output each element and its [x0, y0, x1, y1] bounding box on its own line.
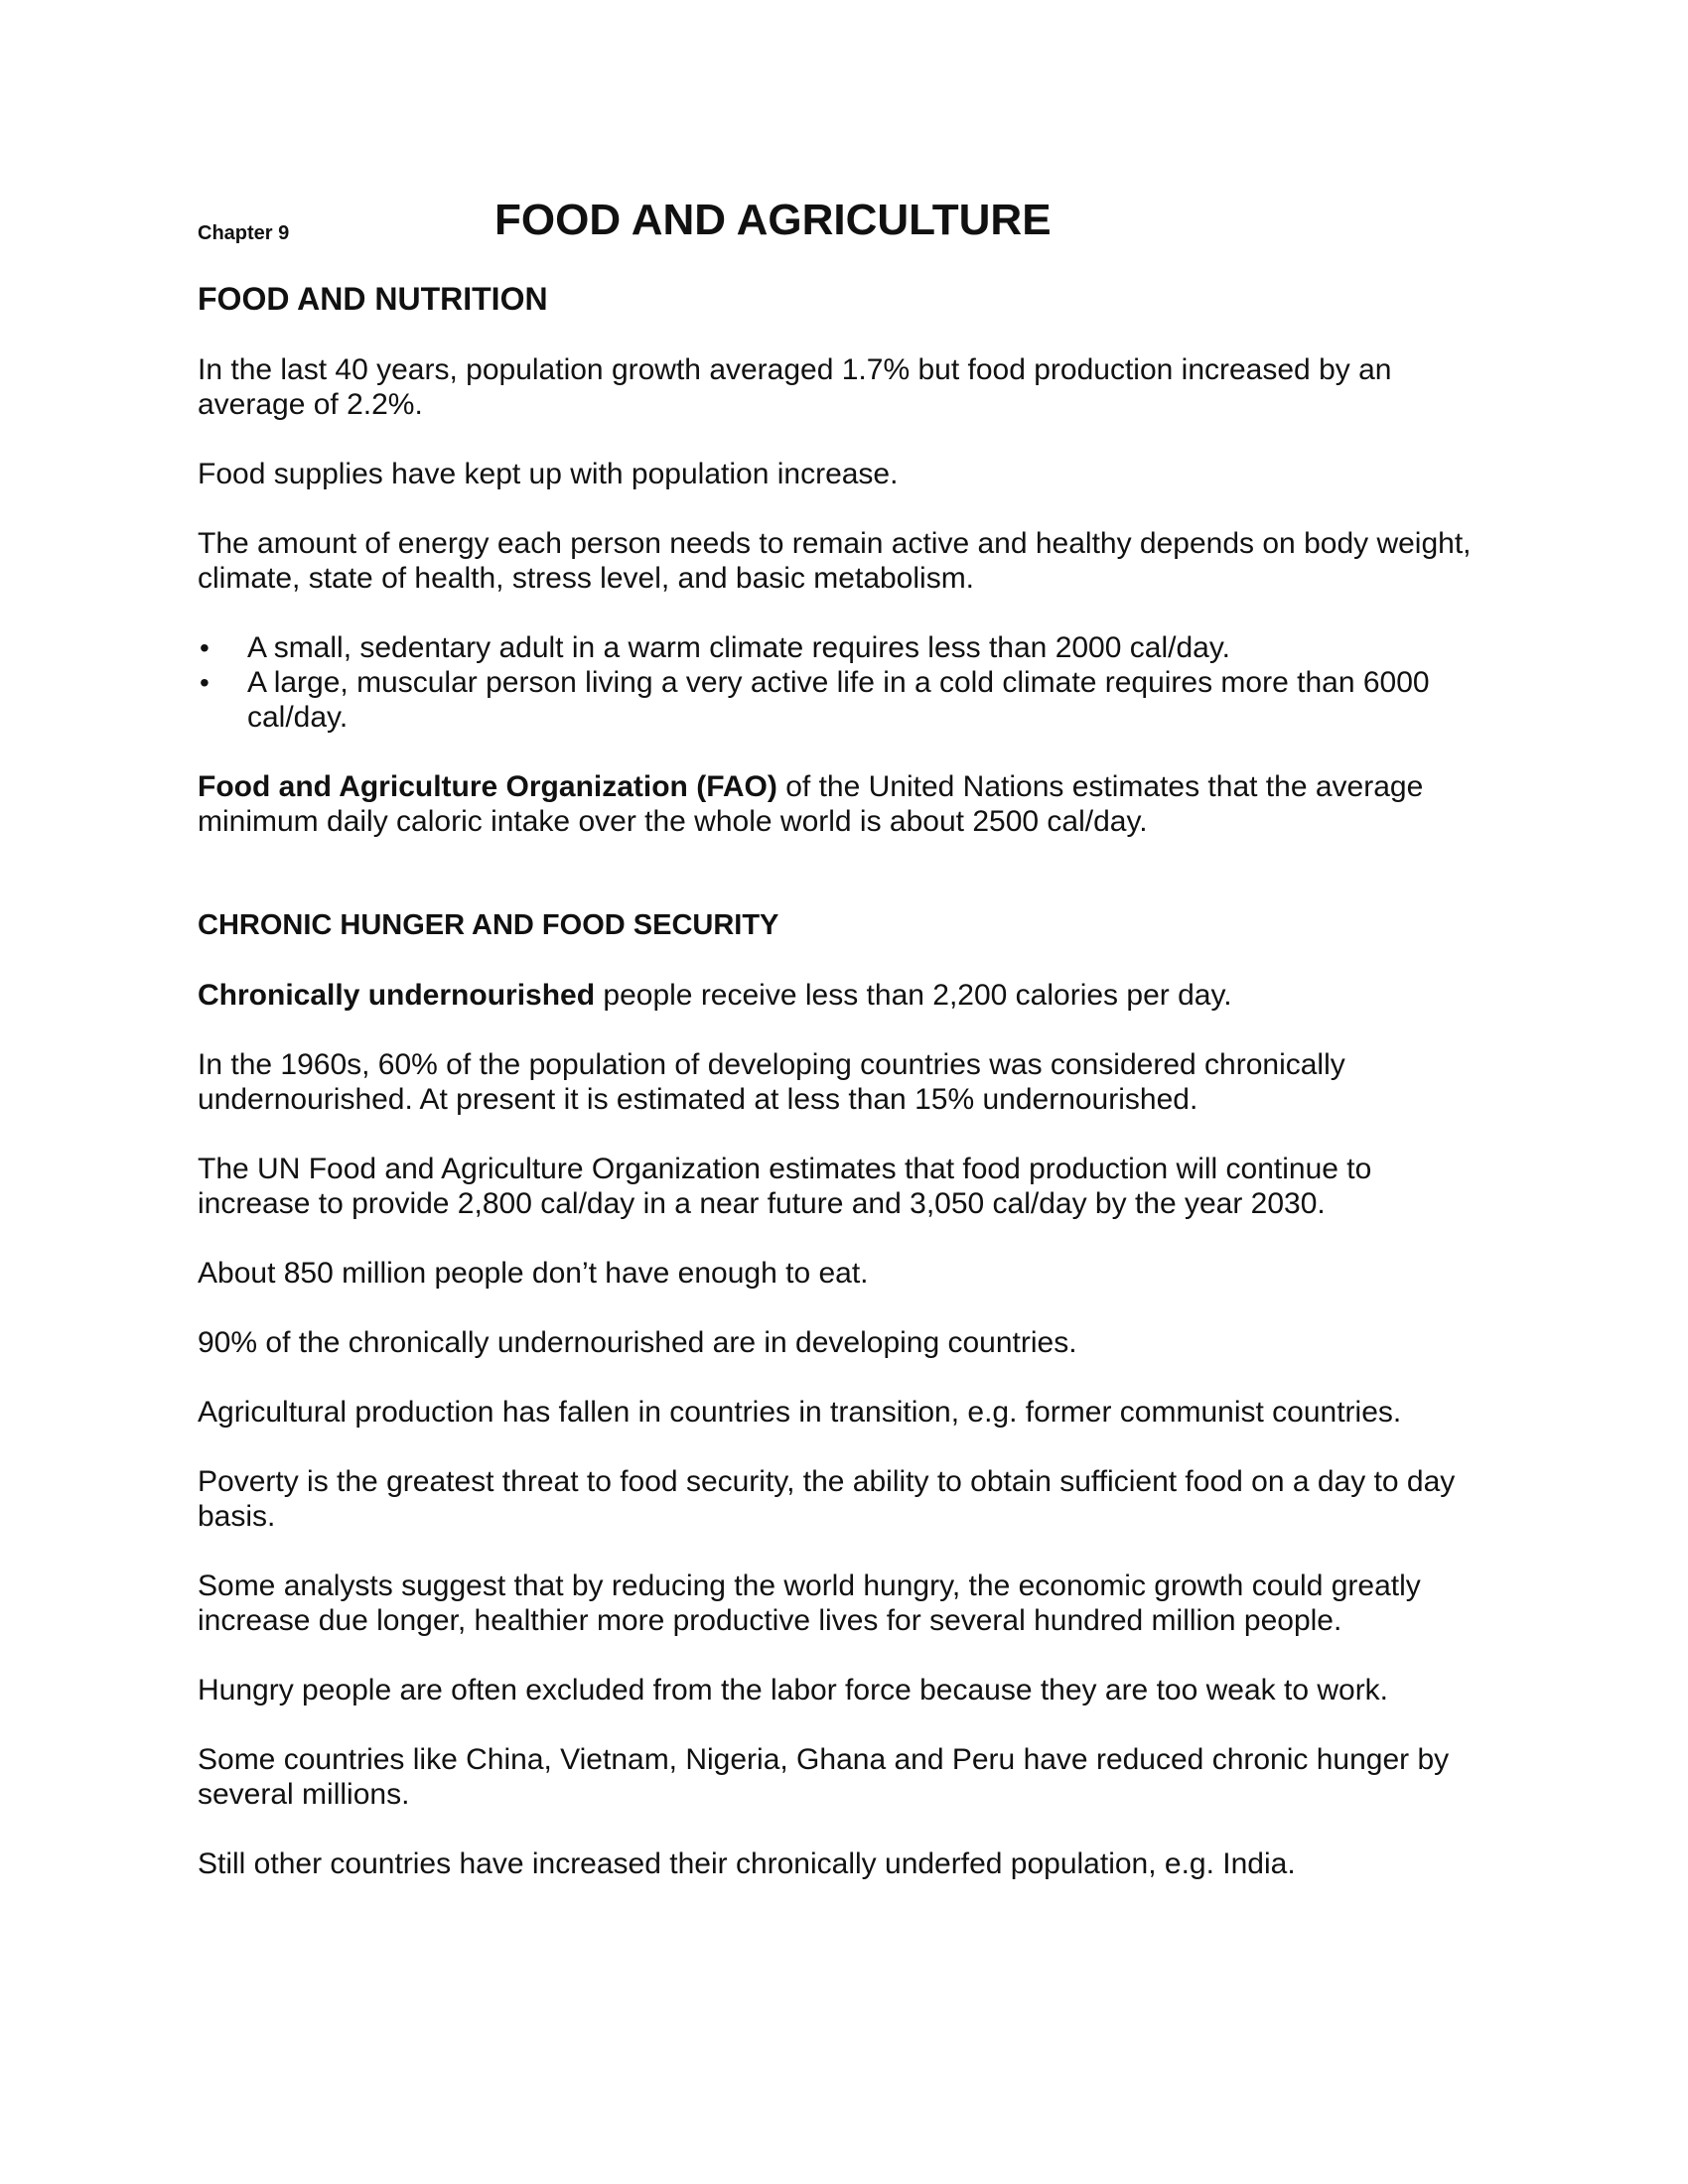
bullet-item	[198, 630, 1488, 665]
bullet-list-caloric-needs	[198, 630, 1488, 735]
undernourished-text: people receive less than 2,200 calories per day.	[595, 979, 1232, 1012]
paragraph-850-million: About 850 million people don’t have enough to eat.	[198, 1257, 869, 1290]
paragraph-increased-underfed: Still other countries have increased their chronically underfed population, e.g. India.	[198, 1847, 1296, 1880]
paragraph-energy-needs: The amount of energy each person needs to remain active and healthy depends on body weight, climate, state of health, stress level, and basic metabolism.	[198, 527, 1472, 595]
section-heading-food-nutrition: FOOD AND NUTRITION	[198, 281, 548, 317]
undernourished-term: Chronically undernourished	[198, 979, 596, 1012]
bullet-text: A small, sedentary adult in a warm climate requires less than 2000 cal/day.	[247, 631, 1230, 664]
fao-term: Food and Agriculture Organization (FAO)	[198, 770, 777, 803]
paragraph-population-growth: In the last 40 years, population growth averaged 1.7% but food production increased by an average of 2.2%.	[198, 353, 1392, 421]
paragraph-labor-force: Hungry people are often excluded from the labor force because they are too weak to work.	[198, 1674, 1389, 1706]
bullet-item	[198, 665, 1488, 735]
section-heading-chronic-hunger: CHRONIC HUNGER AND FOOD SECURITY	[198, 909, 779, 941]
paragraph-poverty: Poverty is the greatest threat to food security, the ability to obtain sufficient food on a day to day basis.	[198, 1465, 1456, 1533]
bullet-icon: •	[200, 667, 210, 698]
chapter-header	[198, 195, 1488, 254]
fao-text: of the United Nations estimates that the average minimum daily caloric intake over the whole world is about 2500 cal/day.	[198, 770, 1424, 838]
paragraph-1960s: In the 1960s, 60% of the population of developing countries was considered chronically undernourished. At present it is estimated at less than 15% undernourished.	[198, 1048, 1345, 1116]
paragraph-fao-estimate	[198, 769, 1488, 839]
paragraph-undernourished-definition	[198, 978, 1488, 1013]
paragraph-agricultural-production: Agricultural production has fallen in countries in transition, e.g. former communist countries.	[198, 1396, 1402, 1429]
paragraph-90-percent: 90% of the chronically undernourished are in developing countries.	[198, 1326, 1077, 1359]
paragraph-reduced-hunger: Some countries like China, Vietnam, Nigeria, Ghana and Peru have reduced chronic hunger by several millions.	[198, 1743, 1450, 1811]
paragraph-un-fao-projection: The UN Food and Agriculture Organization estimates that food production will continue to increase to provide 2,800 cal/day in a near future and 3,050 cal/day by the year 2030.	[198, 1153, 1372, 1220]
chapter-title: FOOD AND AGRICULTURE	[494, 196, 1052, 244]
bullet-icon: •	[200, 632, 210, 663]
chapter-label: Chapter 9	[198, 222, 290, 244]
paragraph-food-supplies: Food supplies have kept up with population increase.	[198, 458, 899, 490]
paragraph-economic-growth: Some analysts suggest that by reducing the world hungry, the economic growth could greatly increase due longer, healthier more productive lives for several hundred million people.	[198, 1570, 1421, 1637]
bullet-text: A large, muscular person living a very active life in a cold climate requires more than 6000 cal/day.	[247, 666, 1430, 734]
